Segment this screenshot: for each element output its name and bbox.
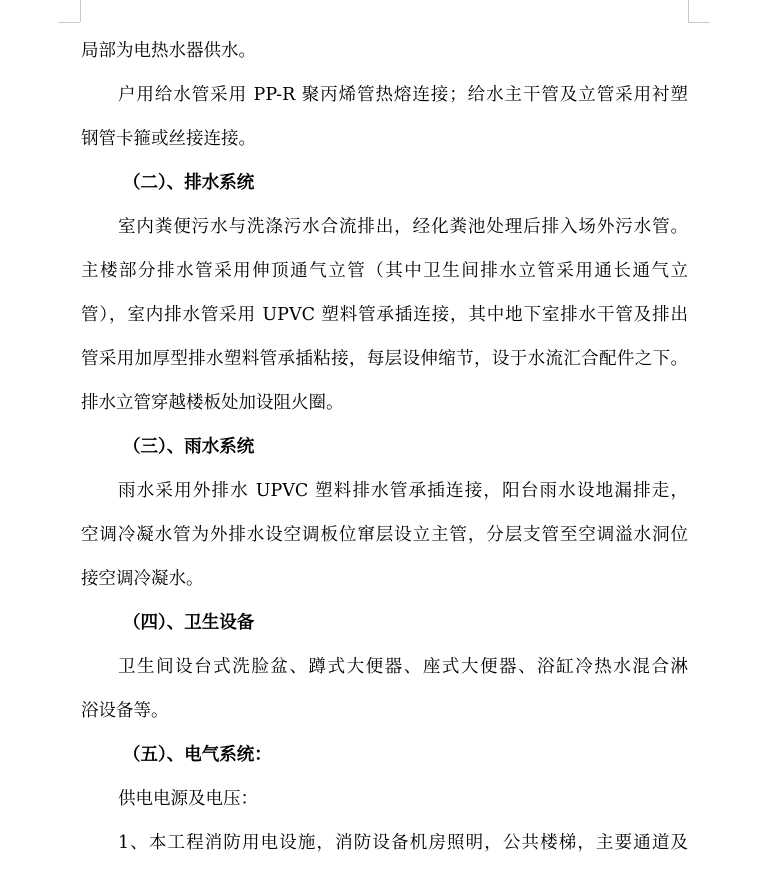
text-line: 户用给水管采用 PP-R 聚丙烯管热熔连接；给水主干管及立管采用衬塑: [118, 85, 688, 105]
text-line: 管），室内排水管采用 UPVC 塑料管承插连接，其中地下室排水干管及排出: [81, 305, 688, 325]
crop-mark-top-right-horizontal: [688, 22, 710, 23]
text-line: 雨水采用外排水 UPVC 塑料排水管承插连接，阳台雨水设地漏排走，: [118, 481, 688, 501]
text-line: 钢管卡箍或丝接连接。: [81, 129, 256, 149]
text-line: 供电电源及电压：: [118, 789, 258, 809]
text-line: 管采用加厚型排水塑料管承插粘接，每层设伸缩节，设于水流汇合配件之下。: [81, 349, 688, 369]
text-line: 排水立管穿越楼板处加设阻火圈。: [81, 393, 344, 413]
text-line: 浴设备等。: [81, 701, 169, 721]
text-line: 空调冷凝水管为外排水设空调板位窜层设立主管，分层支管至空调溢水洞位: [81, 525, 688, 545]
section-heading: （四）、卫生设备: [123, 613, 255, 633]
crop-mark-top-left-vertical: [80, 0, 81, 22]
document-body: [81, 34, 688, 870]
crop-mark-top-left-horizontal: [58, 22, 80, 23]
text-line: 卫生间设台式洗脸盆、蹲式大便器、座式大便器、浴缸冷热水混合淋: [118, 657, 688, 677]
text-line: 主楼部分排水管采用伸顶通气立管（其中卫生间排水立管采用通长通气立: [81, 261, 688, 281]
text-line: 接空调冷凝水。: [81, 569, 204, 589]
section-heading: （二）、排水系统: [123, 173, 255, 193]
section-heading: （三）、雨水系统: [123, 437, 255, 457]
text-line: 局部为电热水器供水。: [81, 41, 256, 61]
crop-mark-top-right-vertical: [688, 0, 689, 22]
text-line: 1、本工程消防用电设施，消防设备机房照明，公共楼梯，主要通道及: [118, 833, 688, 853]
text-line: 室内粪便污水与洗涤污水合流排出，经化粪池处理后排入场外污水管。: [118, 217, 688, 237]
section-heading: （五）、电气系统：: [123, 745, 272, 765]
